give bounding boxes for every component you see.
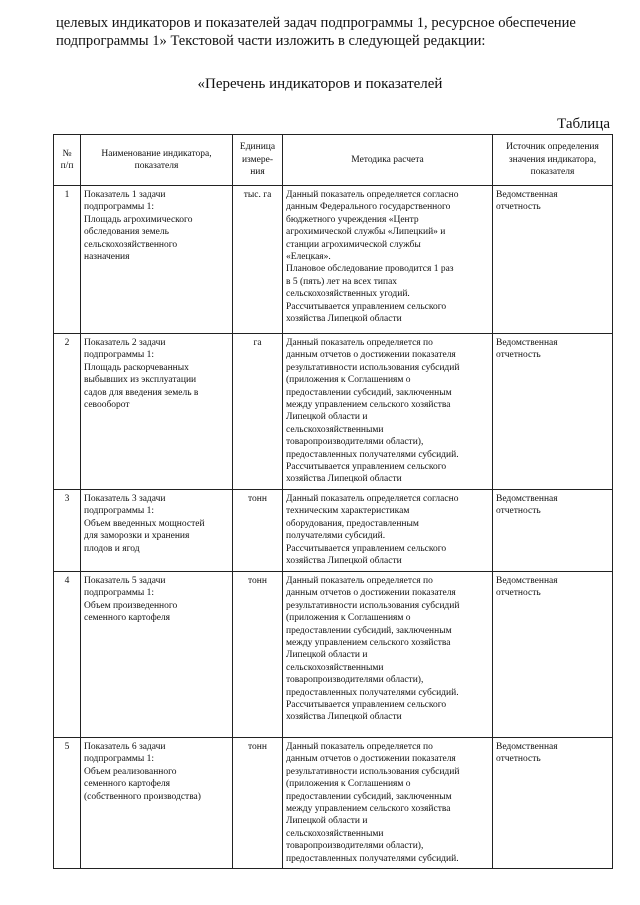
calculation-method: Данный показатель определяется по данным отчетов о достижении показателя результативности использования субсидий (приложения к Соглашениям о предоставлении субсидий, заключенным между управлением сельского хозяйства Липецкой области и сельскохозяйственными товаропроизводителями области), предоставленных получателями субсидий.: [283, 738, 493, 869]
unit-of-measure: тонн: [233, 490, 283, 572]
table-row: [54, 186, 613, 334]
header-method: Методика расчета: [283, 135, 493, 186]
indicator-name: Показатель 5 задачи подпрограммы 1: Объем произведенного семенного картофеля: [81, 572, 233, 738]
intro-paragraph: [56, 14, 612, 50]
value-source: Ведомственная отчетность: [493, 186, 613, 334]
calculation-method: Данный показатель определяется по данным отчетов о достижении показателя результативности использования субсидий (приложения к Соглашениям о предоставлении субсидий, заключенным между управлением сельского хозяйства Липецкой области и сельскохозяйственными товаропроизводителями области), предоставленных получателями субсидий. Рассчитывается управлением сельского хозяйства Липецкой области: [283, 572, 493, 738]
unit-of-measure: га: [233, 334, 283, 490]
value-source: Ведомственная отчетность: [493, 572, 613, 738]
table-body: [54, 186, 613, 869]
row-number: 5: [54, 738, 81, 869]
value-source: Ведомственная отчетность: [493, 738, 613, 869]
value-source: Ведомственная отчетность: [493, 334, 613, 490]
calculation-method: Данный показатель определяется согласно данным Федерального государственного бюджетного учреждения «Центр агрохимической службы «Липецкий» и станции агрохимической службы «Елецкая». Плановое обследование проводится 1 раз в 5 (пять) лет на всех типах сельскохозяйственных угодий. Рассчитывается управлением сельского хозяйства Липецкой области: [283, 186, 493, 334]
calculation-method: Данный показатель определяется согласно техническим характеристикам оборудования, предоставленным получателями субсидий. Рассчитывается управлением сельского хозяйства Липецкой области: [283, 490, 493, 572]
unit-of-measure: тонн: [233, 572, 283, 738]
row-number: 1: [54, 186, 81, 334]
list-heading: «Перечень индикаторов и показателей: [197, 76, 443, 92]
header-num: № п/п: [54, 135, 81, 186]
header-unit: Единица измере- ния: [233, 135, 283, 186]
table-row: [54, 572, 613, 738]
table-caption: Таблица: [557, 116, 610, 132]
calculation-method: Данный показатель определяется по данным отчетов о достижении показателя результативности использования субсидий (приложения к Соглашениям о предоставлении субсидий, заключенным между управлением сельского хозяйства Липецкой области и сельскохозяйственными товаропроизводителями области), предоставленных получателями субсидий. Рассчитывается управлением сельского хозяйства Липецкой области: [283, 334, 493, 490]
indicator-name: Показатель 2 задачи подпрограммы 1: Площадь раскорчеванных выбывших из эксплуатации садов для введения земель в севооборот: [81, 334, 233, 490]
indicator-name: Показатель 1 задачи подпрограммы 1: Площадь агрохимического обследования земель сельскохозяйственного назначения: [81, 186, 233, 334]
row-number: 3: [54, 490, 81, 572]
value-source: Ведомственная отчетность: [493, 490, 613, 572]
unit-of-measure: тонн: [233, 738, 283, 869]
unit-of-measure: тыс. га: [233, 186, 283, 334]
header-name: Наименование индикатора, показателя: [81, 135, 233, 186]
table-header-row: [54, 135, 613, 186]
indicator-name: Показатель 3 задачи подпрограммы 1: Объем введенных мощностей для заморозки и хранения плодов и ягод: [81, 490, 233, 572]
intro-line-2: подпрограммы 1» Текстовой части изложить в следующей редакции:: [56, 33, 486, 49]
table-row: [54, 490, 613, 572]
indicator-name: Показатель 6 задачи подпрограммы 1: Объем реализованного семенного картофеля (собственного производства): [81, 738, 233, 869]
header-source: Источник определения значения индикатора, показателя: [493, 135, 613, 186]
table-row: [54, 738, 613, 869]
table-row: [54, 334, 613, 490]
intro-line-1: целевых индикаторов и показателей задач подпрограммы 1, ресурсное обеспечение: [56, 15, 576, 31]
row-number: 4: [54, 572, 81, 738]
indicators-table: [53, 134, 613, 869]
row-number: 2: [54, 334, 81, 490]
